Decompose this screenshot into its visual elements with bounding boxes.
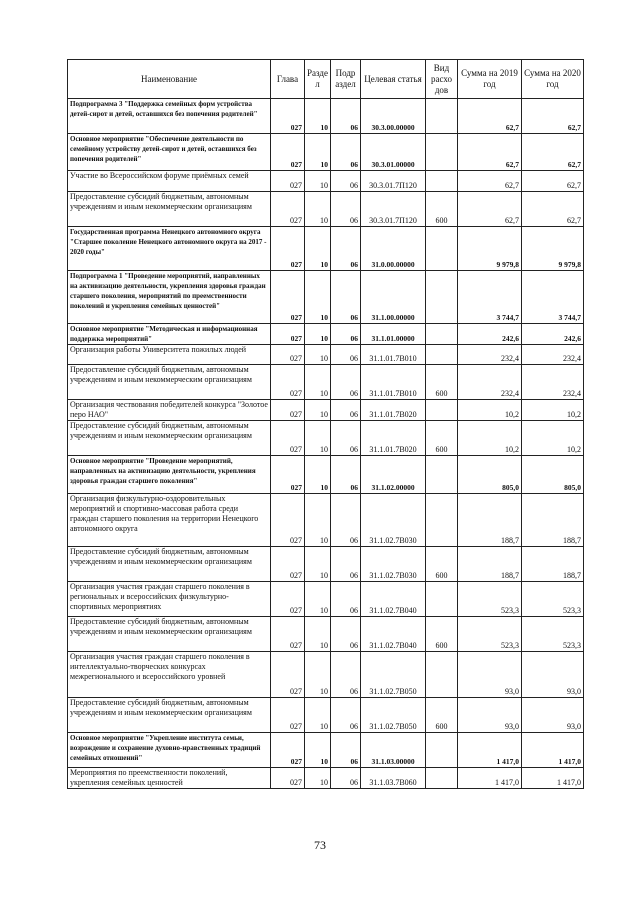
table-cell-sum-2020: 62,7: [522, 99, 584, 134]
table-row: [68, 494, 584, 547]
header-glava: Глава: [271, 60, 305, 99]
table-row: [68, 400, 584, 421]
table-cell-sum-2020: 10,2: [522, 400, 584, 421]
table-cell-razdel: 10: [305, 582, 331, 617]
table-cell-sum-2019: 10,2: [458, 421, 522, 456]
table-cell-razdel: 10: [305, 698, 331, 733]
table-cell-razdel: 10: [305, 400, 331, 421]
table-cell-razdel: 10: [305, 768, 331, 789]
table-cell-sum-2019: 9 979,8: [458, 227, 522, 271]
table-cell-sum-2020: 232,4: [522, 345, 584, 365]
table-cell-sum-2020: 9 979,8: [522, 227, 584, 271]
table-cell-sum-2019: 62,7: [458, 134, 522, 171]
table-header-row: [68, 60, 584, 99]
table-cell-glava: 027: [271, 192, 305, 227]
table-cell-target: 31.1.01.7В010: [361, 345, 426, 365]
header-sum-2019: Сумма на 2019 год: [458, 60, 522, 99]
table-cell-razdel: 10: [305, 456, 331, 494]
table-cell-vid: [426, 345, 458, 365]
table-cell-glava: 027: [271, 365, 305, 400]
table-cell-sum-2019: 10,2: [458, 400, 522, 421]
table-cell-vid: [426, 652, 458, 698]
table-cell-sum-2019: 523,3: [458, 617, 522, 652]
table-cell-glava: 027: [271, 582, 305, 617]
table-cell-glava: 027: [271, 547, 305, 582]
table-cell-name: Предоставление субсидий бюджетным, автономным учреждениям и иным некоммерческим организациям: [68, 617, 271, 652]
table-cell-vid: [426, 324, 458, 345]
table-cell-name: Организация чествования победителей конкурса "Золотое перо НАО": [68, 400, 271, 421]
table-cell-sum-2020: 1 417,0: [522, 768, 584, 789]
table-row: [68, 227, 584, 271]
table-cell-target: 31.1.00.00000: [361, 271, 426, 324]
table-cell-name: Организация работы Университета пожилых людей: [68, 345, 271, 365]
table-cell-podrazdel: 06: [331, 400, 361, 421]
table-cell-podrazdel: 06: [331, 99, 361, 134]
table-cell-sum-2020: 62,7: [522, 192, 584, 227]
table-cell-razdel: 10: [305, 134, 331, 171]
table-cell-target: 31.1.03.7В060: [361, 768, 426, 789]
table-cell-target: 31.1.02.7В040: [361, 617, 426, 652]
table-row: [68, 617, 584, 652]
table-cell-target: 31.1.01.7В020: [361, 421, 426, 456]
table-cell-glava: 027: [271, 494, 305, 547]
table-cell-target: 30.3.01.7П120: [361, 171, 426, 192]
table-cell-sum-2019: 232,4: [458, 365, 522, 400]
table-row: [68, 324, 584, 345]
table-cell-podrazdel: 06: [331, 421, 361, 456]
table-cell-sum-2020: 93,0: [522, 698, 584, 733]
table-cell-razdel: 10: [305, 99, 331, 134]
table-cell-podrazdel: 06: [331, 698, 361, 733]
table-cell-vid: 600: [426, 698, 458, 733]
table-cell-razdel: 10: [305, 324, 331, 345]
table-cell-glava: 027: [271, 733, 305, 768]
table-cell-razdel: 10: [305, 365, 331, 400]
header-razdel: Разде л: [305, 60, 331, 99]
table-cell-razdel: 10: [305, 421, 331, 456]
table-cell-sum-2019: 3 744,7: [458, 271, 522, 324]
header-vid: Вид расхо дов: [426, 60, 458, 99]
table-cell-target: 31.1.01.7В020: [361, 400, 426, 421]
table-cell-podrazdel: 06: [331, 192, 361, 227]
table-cell-name: Предоставление субсидий бюджетным, автономным учреждениям и иным некоммерческим организациям: [68, 698, 271, 733]
table-row: [68, 421, 584, 456]
table-cell-vid: 600: [426, 617, 458, 652]
table-cell-podrazdel: 06: [331, 547, 361, 582]
table-cell-name: Основное мероприятие "Проведение мероприятий, направленных на активизацию деятельности, укрепления здоровья граждан старшего поколения": [68, 456, 271, 494]
table-cell-target: 30.3.01.00000: [361, 134, 426, 171]
table-cell-target: 31.0.00.00000: [361, 227, 426, 271]
table-cell-name: Подпрограмма 1 "Проведение мероприятий, направленных на активизацию деятельности, укрепления здоровья граждан старшего поколения, мероприятий по преемственности поколений и укрепления семейных ценностей": [68, 271, 271, 324]
table-cell-glava: 027: [271, 324, 305, 345]
table-cell-vid: [426, 171, 458, 192]
table-row: [68, 271, 584, 324]
table-cell-glava: 027: [271, 99, 305, 134]
table-cell-podrazdel: 06: [331, 582, 361, 617]
table-cell-target: 30.3.01.7П120: [361, 192, 426, 227]
table-cell-sum-2020: 93,0: [522, 652, 584, 698]
table-cell-vid: [426, 271, 458, 324]
table-cell-sum-2020: 242,6: [522, 324, 584, 345]
header-podrazdel: Подр аздел: [331, 60, 361, 99]
table-cell-vid: [426, 227, 458, 271]
table-cell-vid: 600: [426, 192, 458, 227]
table-row: [68, 365, 584, 400]
table-cell-sum-2020: 523,3: [522, 617, 584, 652]
table-row: [68, 192, 584, 227]
table-cell-target: 31.1.02.7В030: [361, 547, 426, 582]
table-cell-vid: [426, 400, 458, 421]
table-cell-sum-2019: 62,7: [458, 171, 522, 192]
table-row: [68, 456, 584, 494]
table-cell-vid: 600: [426, 365, 458, 400]
table-row: [68, 171, 584, 192]
table-cell-podrazdel: 06: [331, 171, 361, 192]
header-sum-2020: Сумма на 2020 год: [522, 60, 584, 99]
header-target: Целевая статья: [361, 60, 426, 99]
table-cell-razdel: 10: [305, 733, 331, 768]
table-cell-vid: 600: [426, 421, 458, 456]
table-cell-sum-2019: 1 417,0: [458, 768, 522, 789]
page-number: 73: [314, 838, 326, 852]
table-cell-sum-2019: 232,4: [458, 345, 522, 365]
table-cell-name: Основное мероприятие "Укрепление института семьи, возрождение и сохранение духовно-нравственных традиций семейных отношений": [68, 733, 271, 768]
table-cell-glava: 027: [271, 617, 305, 652]
table-cell-name: Предоставление субсидий бюджетным, автономным учреждениям и иным некоммерческим организациям: [68, 421, 271, 456]
table-cell-podrazdel: 06: [331, 345, 361, 365]
table-cell-glava: 027: [271, 421, 305, 456]
table-row: [68, 345, 584, 365]
table-row: [68, 547, 584, 582]
table-cell-podrazdel: 06: [331, 617, 361, 652]
table-cell-vid: [426, 733, 458, 768]
table-cell-podrazdel: 06: [331, 768, 361, 789]
table-cell-target: 31.1.02.7В030: [361, 494, 426, 547]
table-cell-podrazdel: 06: [331, 365, 361, 400]
table-row: [68, 733, 584, 768]
table-cell-sum-2020: 3 744,7: [522, 271, 584, 324]
table-cell-name: Организация участия граждан старшего поколения в региональных и всероссийских физкультурно-спортивных мероприятиях: [68, 582, 271, 617]
table-cell-name: Участие во Всероссийском форуме приёмных семей: [68, 171, 271, 192]
table-cell-glava: 027: [271, 171, 305, 192]
table-cell-glava: 027: [271, 698, 305, 733]
table-cell-vid: [426, 582, 458, 617]
header-name: Наименование: [68, 60, 271, 99]
table-cell-name: Мероприятия по преемственности поколений, укрепления семейных ценностей: [68, 768, 271, 789]
table-cell-razdel: 10: [305, 171, 331, 192]
table-cell-razdel: 10: [305, 271, 331, 324]
table-cell-sum-2019: 805,0: [458, 456, 522, 494]
table-cell-vid: [426, 768, 458, 789]
table-cell-sum-2020: 62,7: [522, 134, 584, 171]
table-cell-name: Предоставление субсидий бюджетным, автономным учреждениям и иным некоммерческим организациям: [68, 192, 271, 227]
table-cell-razdel: 10: [305, 227, 331, 271]
table-cell-glava: 027: [271, 271, 305, 324]
table-cell-sum-2020: 1 417,0: [522, 733, 584, 768]
table-cell-sum-2019: 188,7: [458, 494, 522, 547]
table-cell-glava: 027: [271, 456, 305, 494]
table-cell-sum-2020: 523,3: [522, 582, 584, 617]
table-cell-sum-2019: 93,0: [458, 652, 522, 698]
table-row: [68, 768, 584, 789]
table-cell-vid: 600: [426, 547, 458, 582]
table-cell-sum-2020: 62,7: [522, 171, 584, 192]
table-cell-target: 31.1.02.7В040: [361, 582, 426, 617]
table-row: [68, 652, 584, 698]
table-cell-podrazdel: 06: [331, 733, 361, 768]
table-cell-name: Предоставление субсидий бюджетным, автономным учреждениям и иным некоммерческим организациям: [68, 547, 271, 582]
table-cell-sum-2020: 805,0: [522, 456, 584, 494]
table-cell-podrazdel: 06: [331, 271, 361, 324]
table-cell-glava: 027: [271, 400, 305, 421]
table-cell-podrazdel: 06: [331, 652, 361, 698]
table-row: [68, 134, 584, 171]
table-cell-razdel: 10: [305, 617, 331, 652]
table-cell-glava: 027: [271, 134, 305, 171]
table-cell-podrazdel: 06: [331, 456, 361, 494]
table-cell-vid: [426, 134, 458, 171]
table-cell-name: Организация участия граждан старшего поколения в интеллектуально-творческих конкурсах межрегионального и всероссийского уровней: [68, 652, 271, 698]
table-cell-podrazdel: 06: [331, 134, 361, 171]
table-cell-target: 31.1.02.7В050: [361, 652, 426, 698]
table-cell-glava: 027: [271, 227, 305, 271]
table-cell-target: 30.3.00.00000: [361, 99, 426, 134]
table-cell-podrazdel: 06: [331, 324, 361, 345]
table-cell-razdel: 10: [305, 652, 331, 698]
table-cell-sum-2019: 242,6: [458, 324, 522, 345]
table-cell-name: Организация физкультурно-оздоровительных мероприятий и спортивно-массовая работа среди граждан старшего поколения на территории Ненецкого автономного округа: [68, 494, 271, 547]
table-row: [68, 99, 584, 134]
table-cell-vid: [426, 456, 458, 494]
table-cell-target: 31.1.03.00000: [361, 733, 426, 768]
table-cell-target: 31.1.02.7В050: [361, 698, 426, 733]
table-cell-vid: [426, 99, 458, 134]
table-cell-podrazdel: 06: [331, 227, 361, 271]
table-cell-sum-2020: 188,7: [522, 547, 584, 582]
table-cell-name: Основное мероприятие "Методическая и информационная поддержка мероприятий": [68, 324, 271, 345]
table-cell-name: Подпрограмма 3 "Поддержка семейных форм устройства детей-сирот и детей, оставшихся без попечения родителей": [68, 99, 271, 134]
table-cell-sum-2020: 232,4: [522, 365, 584, 400]
table-cell-sum-2020: 188,7: [522, 494, 584, 547]
table-cell-target: 31.1.02.00000: [361, 456, 426, 494]
table-cell-sum-2019: 62,7: [458, 99, 522, 134]
table-cell-razdel: 10: [305, 192, 331, 227]
table-cell-name: Основное мероприятие "Обеспечение деятельности по семейному устройству детей-сирот и детей, оставшихся без попечения родителей": [68, 134, 271, 171]
table-cell-glava: 027: [271, 345, 305, 365]
table-cell-sum-2019: 523,3: [458, 582, 522, 617]
table-row: [68, 582, 584, 617]
table-cell-razdel: 10: [305, 345, 331, 365]
table-cell-target: 31.1.01.00000: [361, 324, 426, 345]
table-cell-razdel: 10: [305, 547, 331, 582]
table-cell-sum-2020: 10,2: [522, 421, 584, 456]
table-cell-glava: 027: [271, 768, 305, 789]
table-cell-sum-2019: 1 417,0: [458, 733, 522, 768]
table-cell-sum-2019: 188,7: [458, 547, 522, 582]
table-cell-name: Предоставление субсидий бюджетным, автономным учреждениям и иным некоммерческим организациям: [68, 365, 271, 400]
table-cell-razdel: 10: [305, 494, 331, 547]
table-cell-vid: [426, 494, 458, 547]
table-cell-sum-2019: 62,7: [458, 192, 522, 227]
table-cell-podrazdel: 06: [331, 494, 361, 547]
table-cell-name: Государственная программа Ненецкого автономного округа "Старшее поколение Ненецкого автономного округа на 2017 - 2020 годы": [68, 227, 271, 271]
table-row: [68, 698, 584, 733]
table-cell-target: 31.1.01.7В010: [361, 365, 426, 400]
table-cell-glava: 027: [271, 652, 305, 698]
table-cell-sum-2019: 93,0: [458, 698, 522, 733]
budget-table: [67, 59, 584, 789]
